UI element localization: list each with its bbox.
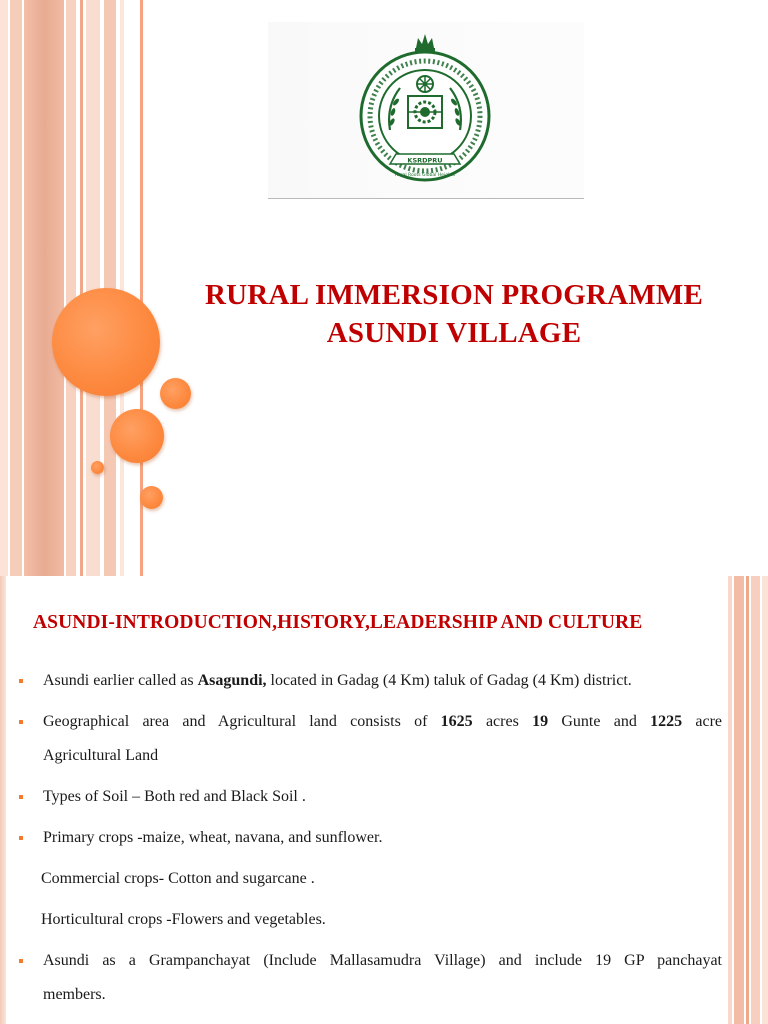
title-line-2: ASUNDI VILLAGE xyxy=(326,317,582,349)
bullet-icon xyxy=(19,959,23,963)
decorative-circle-dot xyxy=(91,461,104,474)
item-bold-text: 19 xyxy=(532,713,549,730)
left-accent-bar xyxy=(0,576,6,1024)
item-text: Asundi earlier called as xyxy=(43,672,198,689)
content-list xyxy=(16,664,722,1019)
item-bold-text: 1625 xyxy=(440,713,473,730)
list-item xyxy=(16,944,722,1012)
list-item xyxy=(16,780,722,814)
seal-emblem-text: KSRDPRU xyxy=(407,156,443,165)
logo-area xyxy=(268,22,584,198)
list-item xyxy=(16,821,722,855)
decorative-circle-medium xyxy=(110,409,164,463)
bullet-icon xyxy=(19,795,23,799)
title-line-1: RURAL IMMERSION PROGRAMME xyxy=(205,279,703,311)
item-bold-text: Asagundi, xyxy=(197,672,267,689)
item-text: Primary crops -maize, wheat, navana, and sunflower. xyxy=(43,829,383,846)
seal-motto-text: Rural Roots Global Heights xyxy=(394,173,456,178)
item-text: Asundi as a Grampanchayat (Include Mallasamudra Village) and include 19 GP panchayat xyxy=(43,952,722,969)
item-text: acre xyxy=(682,713,722,730)
list-item xyxy=(16,862,722,896)
decorative-circle-small-1 xyxy=(160,378,191,409)
list-item xyxy=(16,903,722,937)
item-text: Types of Soil – Both red and Black Soil . xyxy=(43,788,306,805)
content-slide xyxy=(0,576,768,1024)
item-text: Agricultural Land xyxy=(43,747,159,764)
university-seal-logo xyxy=(356,26,494,194)
item-text: Gunte and xyxy=(548,713,651,730)
item-text: acres xyxy=(472,713,533,730)
decorative-circle-large xyxy=(52,288,160,396)
item-text: Geographical area and Agricultural land consists of xyxy=(43,713,441,730)
decorative-side-stripes xyxy=(0,0,150,576)
logo-divider xyxy=(268,198,584,199)
item-text: Commercial crops- Cotton and sugarcane . xyxy=(41,870,315,887)
item-text: Horticultural crops -Flowers and vegetables. xyxy=(41,911,326,928)
bullet-icon xyxy=(19,836,23,840)
decorative-right-stripes xyxy=(728,576,768,1024)
item-text: located in Gadag (4 Km) taluk of Gadag (4 Km) district. xyxy=(266,672,632,689)
list-item xyxy=(16,664,722,698)
slide-heading: ASUNDI-INTRODUCTION,HISTORY,LEADERSHIP AND CULTURE xyxy=(33,612,643,633)
item-text: members. xyxy=(43,986,106,1003)
item-bold-text: 1225 xyxy=(650,713,683,730)
bullet-icon xyxy=(19,720,23,724)
list-item xyxy=(16,705,722,773)
decorative-circle-small-2 xyxy=(140,486,163,509)
bullet-icon xyxy=(19,679,23,683)
slide-title xyxy=(168,276,740,352)
